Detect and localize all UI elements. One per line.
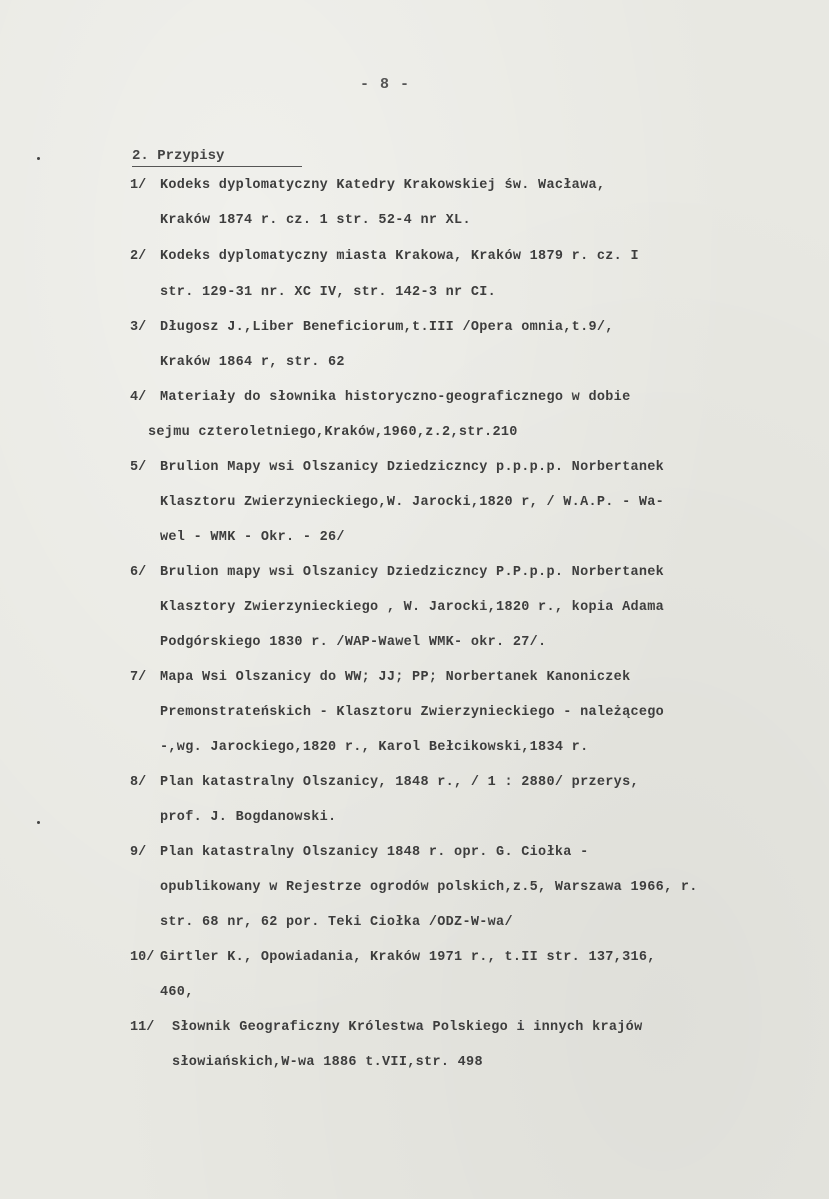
footnote-line: 460, [160, 985, 194, 1000]
footnote-line: Premonstrateńskich - Klasztoru Zwierzynieckiego - należącego [160, 705, 665, 720]
margin-dot [37, 157, 40, 160]
footnote-line: -,wg. Jarockiego,1820 r., Karol Bełcikowski,1834 r. [160, 740, 589, 755]
footnote-line: Brulion Mapy wsi Olszanicy Dziedziczncy p.p.p.p. Norbertanek [160, 460, 665, 475]
footnote-line: Kodeks dyplomatyczny Katedry Krakowskiej św. Wacława, [160, 178, 606, 193]
footnote-number: 5/ [130, 460, 147, 475]
footnote-line: Brulion mapy wsi Olszanicy Dziedziczncy P.P.p.p. Norbertanek [160, 565, 665, 580]
footnote-line: Słownik Geograficzny Królestwa Polskiego i innych krajów [172, 1020, 643, 1035]
footnote-number: 2/ [130, 249, 147, 264]
footnote-line: Kodeks dyplomatyczny miasta Krakowa, Kraków 1879 r. cz. I [160, 249, 639, 264]
footnote-number: 10/ [130, 950, 155, 965]
footnote-line: str. 129-31 nr. XC IV, str. 142-3 nr CI. [160, 285, 497, 300]
footnote-line: Plan katastralny Olszanicy 1848 r. opr. G. Ciołka - [160, 845, 589, 860]
footnote-number: 1/ [130, 178, 147, 193]
footnote-number: 4/ [130, 390, 147, 405]
section-heading: 2. Przypisy [132, 148, 225, 164]
footnote-line: Klasztory Zwierzynieckiego , W. Jarocki,1820 r., kopia Adama [160, 600, 665, 615]
footnote-line: Mapa Wsi Olszanicy do WW; JJ; PP; Norbertanek Kanoniczek [160, 670, 631, 685]
footnote-line: Girtler K., Opowiadania, Kraków 1971 r., t.II str. 137,316, [160, 950, 656, 965]
footnote-number: 3/ [130, 320, 147, 335]
footnote-line: wel - WMK - Okr. - 26/ [160, 530, 345, 545]
footnote-line: Plan katastralny Olszanicy, 1848 r., / 1 : 2880/ przerys, [160, 775, 639, 790]
footnote-number: 6/ [130, 565, 147, 580]
footnote-number: 11/ [130, 1020, 155, 1035]
section-heading-underline [132, 166, 302, 167]
footnote-number: 8/ [130, 775, 147, 790]
footnote-number: 9/ [130, 845, 147, 860]
footnote-line: słowiańskich,W-wa 1886 t.VII,str. 498 [172, 1055, 483, 1070]
footnote-line: Długosz J.,Liber Beneficiorum,t.III /Opera omnia,t.9/, [160, 320, 614, 335]
footnote-line: Klasztoru Zwierzynieckiego,W. Jarocki,1820 r, / W.A.P. - Wa- [160, 495, 665, 510]
footnote-line: str. 68 nr, 62 por. Teki Ciołka /ODZ-W-wa/ [160, 915, 513, 930]
footnote-line: Podgórskiego 1830 r. /WAP-Wawel WMK- okr. 27/. [160, 635, 547, 650]
footnote-line: Materiały do słownika historyczno-geograficznego w dobie [160, 390, 631, 405]
footnote-line: prof. J. Bogdanowski. [160, 810, 337, 825]
page-number: - 8 - [360, 76, 411, 93]
footnote-line: Kraków 1874 r. cz. 1 str. 52-4 nr XL. [160, 213, 471, 228]
footnote-number: 7/ [130, 670, 147, 685]
margin-dot [37, 821, 40, 824]
footnote-line: sejmu czteroletniego,Kraków,1960,z.2,str.210 [148, 425, 518, 440]
footnote-line: Kraków 1864 r, str. 62 [160, 355, 345, 370]
footnote-line: opublikowany w Rejestrze ogrodów polskich,z.5, Warszawa 1966, r. [160, 880, 698, 895]
